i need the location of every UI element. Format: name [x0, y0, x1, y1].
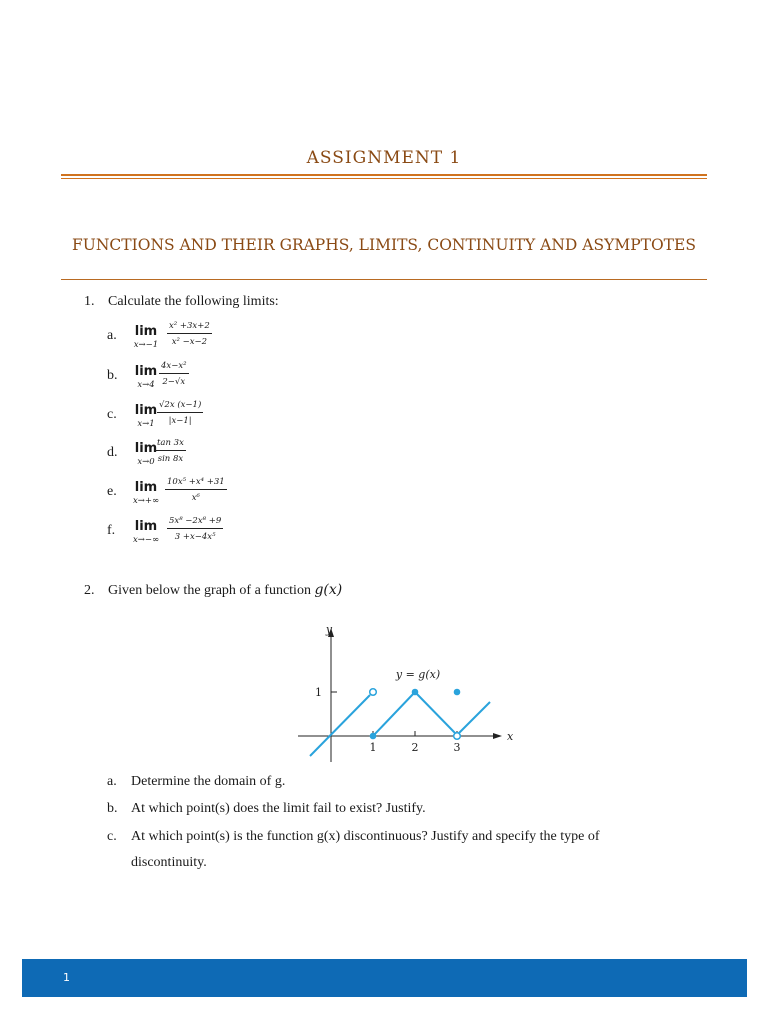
question-1: [84, 294, 279, 310]
fraction-numerator: tan 3x: [155, 437, 186, 451]
limit-approach: x→−1: [133, 340, 159, 350]
subtitle-rule: [61, 279, 707, 280]
function-graph: [298, 618, 518, 768]
open-point: [454, 733, 461, 740]
fraction-denominator: 3 +x−4x⁵: [174, 532, 216, 542]
question-2: [84, 582, 342, 599]
question-2-number: 2.: [84, 583, 95, 598]
limit-operator: lim x→4: [129, 360, 163, 391]
filled-point: [412, 689, 419, 696]
fraction-numerator: 5x⁸ −2x⁸ +9: [167, 515, 223, 529]
title-rule-thick: [61, 174, 707, 176]
item-letter: c.: [107, 829, 117, 844]
question-2-text: Given below the graph of a function: [108, 583, 311, 598]
item-letter: b.: [107, 801, 118, 816]
limit-fraction: [165, 476, 227, 504]
fraction-numerator: √2x (x−1): [157, 399, 203, 413]
filled-point: [370, 733, 377, 740]
limit-operator: lim x→−1: [129, 320, 163, 351]
limit-item-letter: b.: [107, 368, 118, 383]
x-axis-label: x: [507, 730, 514, 743]
title-rule-thin: [61, 178, 707, 179]
item-text: At which point(s) is the function g(x) discontinuous? Justify and specify the type of: [131, 829, 600, 844]
x-tick-label: 1: [369, 741, 377, 754]
limit-item-letter: d.: [107, 445, 118, 460]
fraction-denominator: 2−√x: [162, 377, 186, 387]
limit-item-letter: f.: [107, 523, 116, 538]
limit-operator: lim x→−∞: [129, 515, 163, 546]
y-axis-label: y: [325, 623, 333, 636]
limit-item-letter: c.: [107, 407, 117, 422]
function-name: g(x): [314, 582, 343, 598]
limit-approach: x→1: [137, 419, 155, 429]
open-point: [370, 689, 377, 696]
limit-item-letter: e.: [107, 484, 117, 499]
limit-fraction: [157, 399, 203, 427]
question-1-text: Calculate the following limits:: [108, 294, 279, 309]
graph-segment-rise: [373, 692, 415, 736]
limit-approach: x→+∞: [132, 496, 160, 506]
filled-point: [454, 689, 461, 696]
limit-operator: lim x→1: [129, 399, 163, 430]
graph-segment-left: [310, 695, 370, 756]
item-text: discontinuity.: [131, 855, 207, 870]
x-tick-label: 2: [411, 741, 419, 754]
fraction-denominator: |x−1|: [168, 416, 192, 426]
limit-item-letter: a.: [107, 328, 117, 343]
assignment-title: ASSIGNMENT 1: [306, 148, 462, 168]
y-tick-label: 1: [315, 686, 322, 699]
limit-fraction: [167, 320, 212, 348]
limit-approach: x→4: [137, 380, 155, 390]
question-1-number: 1.: [84, 294, 95, 309]
fraction-denominator: sin 8x: [157, 454, 184, 464]
item-letter: a.: [107, 774, 117, 789]
curve-label: y = g(x): [395, 668, 441, 681]
x-tick-label: 3: [453, 741, 461, 754]
limit-operator: lim x→+∞: [129, 476, 163, 507]
x-axis-arrow: [493, 733, 502, 739]
page-footer: [22, 959, 747, 997]
fraction-numerator: x² +3x+2: [167, 320, 212, 334]
item-text: Determine the domain of g.: [131, 774, 286, 789]
page-number: 1: [63, 971, 70, 984]
fraction-numerator: 10x⁵ +x⁴ +31: [165, 476, 227, 490]
limit-fraction: [159, 360, 189, 388]
limit-fraction: [155, 437, 186, 465]
item-text: At which point(s) does the limit fail to exist? Justify.: [131, 801, 426, 816]
limit-operator: lim x→0: [129, 437, 163, 468]
limit-approach: x→0: [137, 457, 155, 467]
section-subtitle: FUNCTIONS AND THEIR GRAPHS, LIMITS, CONTINUITY AND ASYMPTOTES: [72, 236, 696, 254]
limit-approach: x→−∞: [132, 535, 160, 545]
fraction-numerator: 4x−x²: [159, 360, 189, 374]
fraction-denominator: x⁶: [191, 493, 200, 503]
graph-segment-right: [459, 702, 490, 733]
graph-segment-fall: [415, 692, 455, 733]
fraction-denominator: x² −x−2: [171, 337, 208, 347]
limit-fraction: [167, 515, 223, 543]
